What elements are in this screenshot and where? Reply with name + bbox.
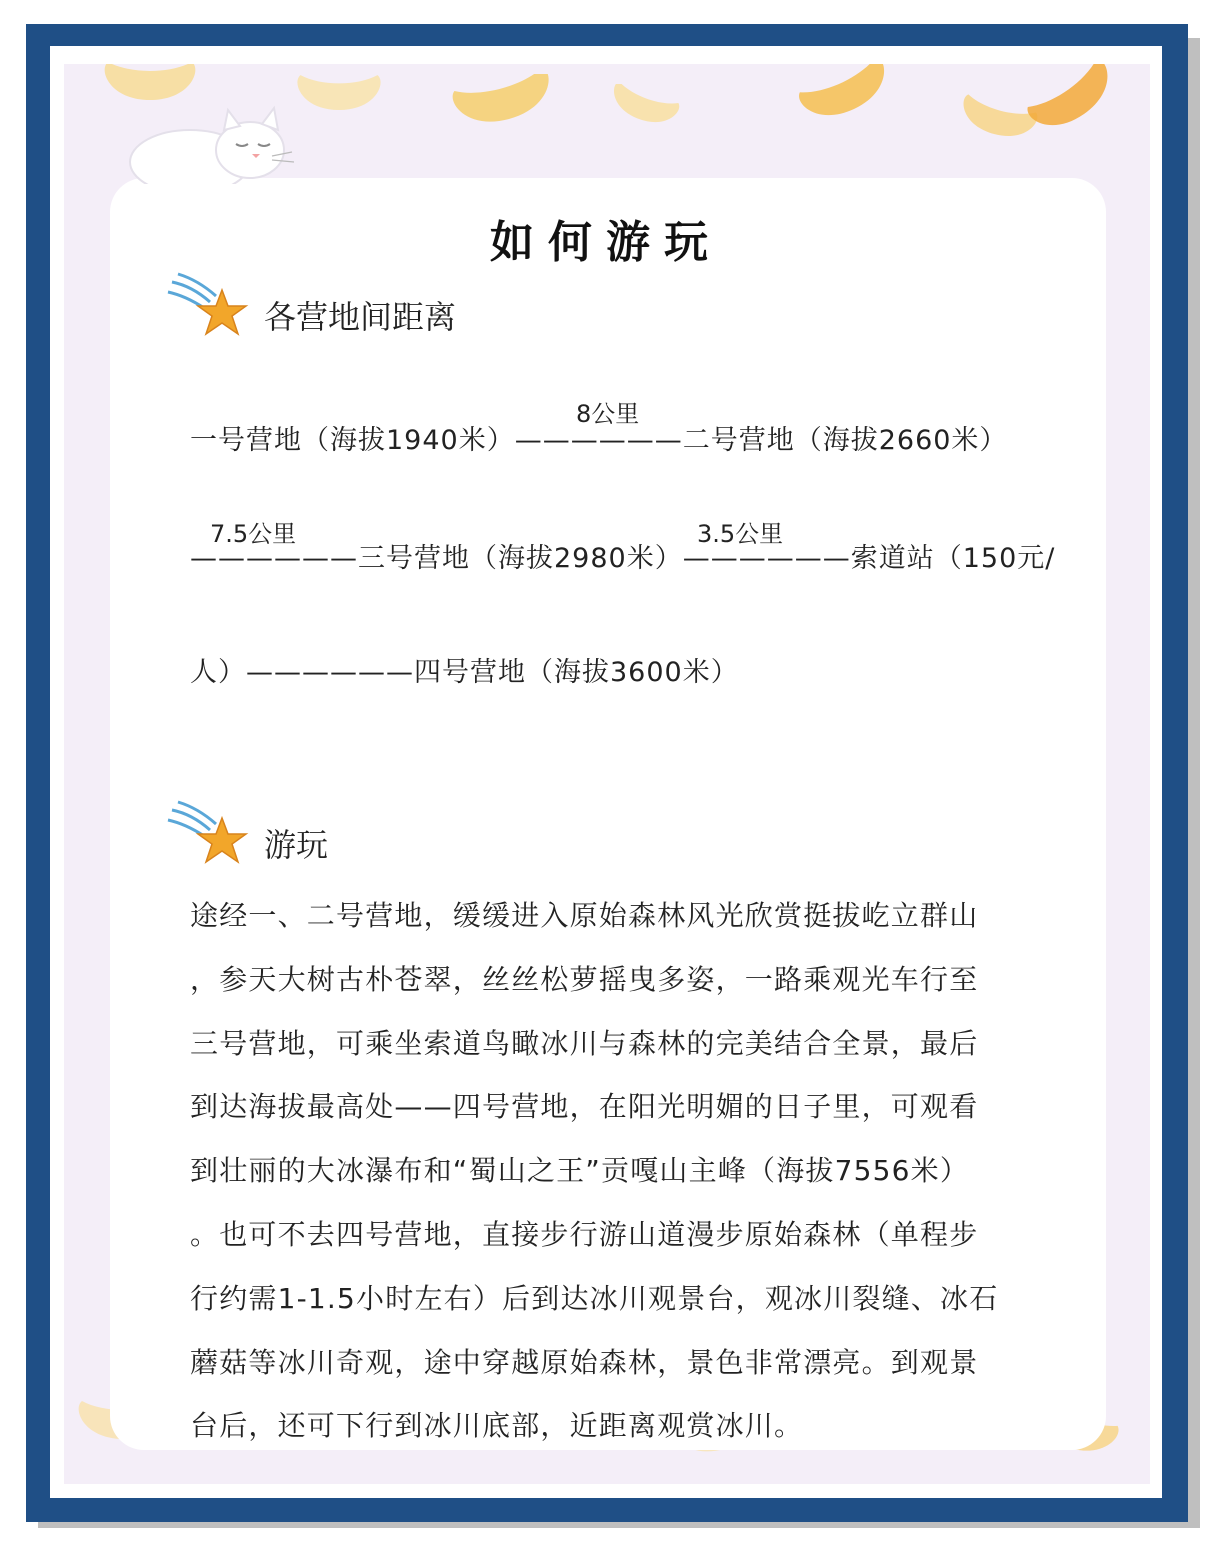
paragraph-line: 途经一、二号营地，缓缓进入原始森林风光欣赏挺拔屹立群山 xyxy=(190,899,979,932)
play-description xyxy=(190,884,1040,1458)
ginkgo-leaf-icon xyxy=(1024,64,1144,164)
shooting-star-icon xyxy=(166,796,256,868)
section-title-distance: 各营地间距离 xyxy=(264,298,457,336)
route-line-2: ——————三号营地（海拔2980米）——————索道站（150元/ xyxy=(190,543,1056,574)
distance-label-2: 7.5公里 xyxy=(210,520,297,548)
page-title: 如何游玩 xyxy=(490,217,722,268)
paragraph-line: 三号营地，可乘坐索道鸟瞰冰川与森林的完美结合全景，最后 xyxy=(190,1026,979,1060)
paragraph-line: ，参天大树古朴苍翠，丝丝松萝摇曳多姿，一路乘观光车行至 xyxy=(190,962,979,996)
ginkgo-leaf-icon xyxy=(794,64,914,154)
route-line-3: 人）——————四号营地（海拔3600米） xyxy=(190,657,739,688)
paragraph-line: 。也可不去四号营地，直接步行游山道漫步原始森林（单程步 xyxy=(190,1217,979,1251)
sleeping-cat-illustration xyxy=(128,104,296,184)
paragraph-line: 行约需1-1.5小时左右）后到达冰川观景台，观冰川裂缝、冰石 xyxy=(190,1281,999,1315)
ginkgo-leaf-icon xyxy=(444,74,574,164)
route-line-1: 一号营地（海拔1940米）——————二号营地（海拔2660米） xyxy=(190,425,1008,456)
paragraph-line: 到达海拔最高处——四号营地，在阳光明媚的日子里，可观看 xyxy=(190,1090,979,1124)
ginkgo-leaf-icon xyxy=(284,70,394,150)
paragraph-line: 台后，还可下行到冰川底部，近距离观赏冰川。 xyxy=(190,1409,804,1443)
ginkgo-leaf-icon xyxy=(594,84,684,154)
shooting-star-icon xyxy=(166,268,256,340)
distance-label-3: 3.5公里 xyxy=(697,520,784,548)
paragraph-line: 到壮丽的大冰瀑布和“蜀山之王”贡嘎山主峰（海拔7556米） xyxy=(190,1154,970,1188)
section-title-play: 游玩 xyxy=(264,826,329,864)
paragraph-line: 蘑菇等冰川奇观，途中穿越原始森林，景色非常漂亮。到观景 xyxy=(190,1345,979,1379)
distance-label-1: 8公里 xyxy=(576,400,640,428)
